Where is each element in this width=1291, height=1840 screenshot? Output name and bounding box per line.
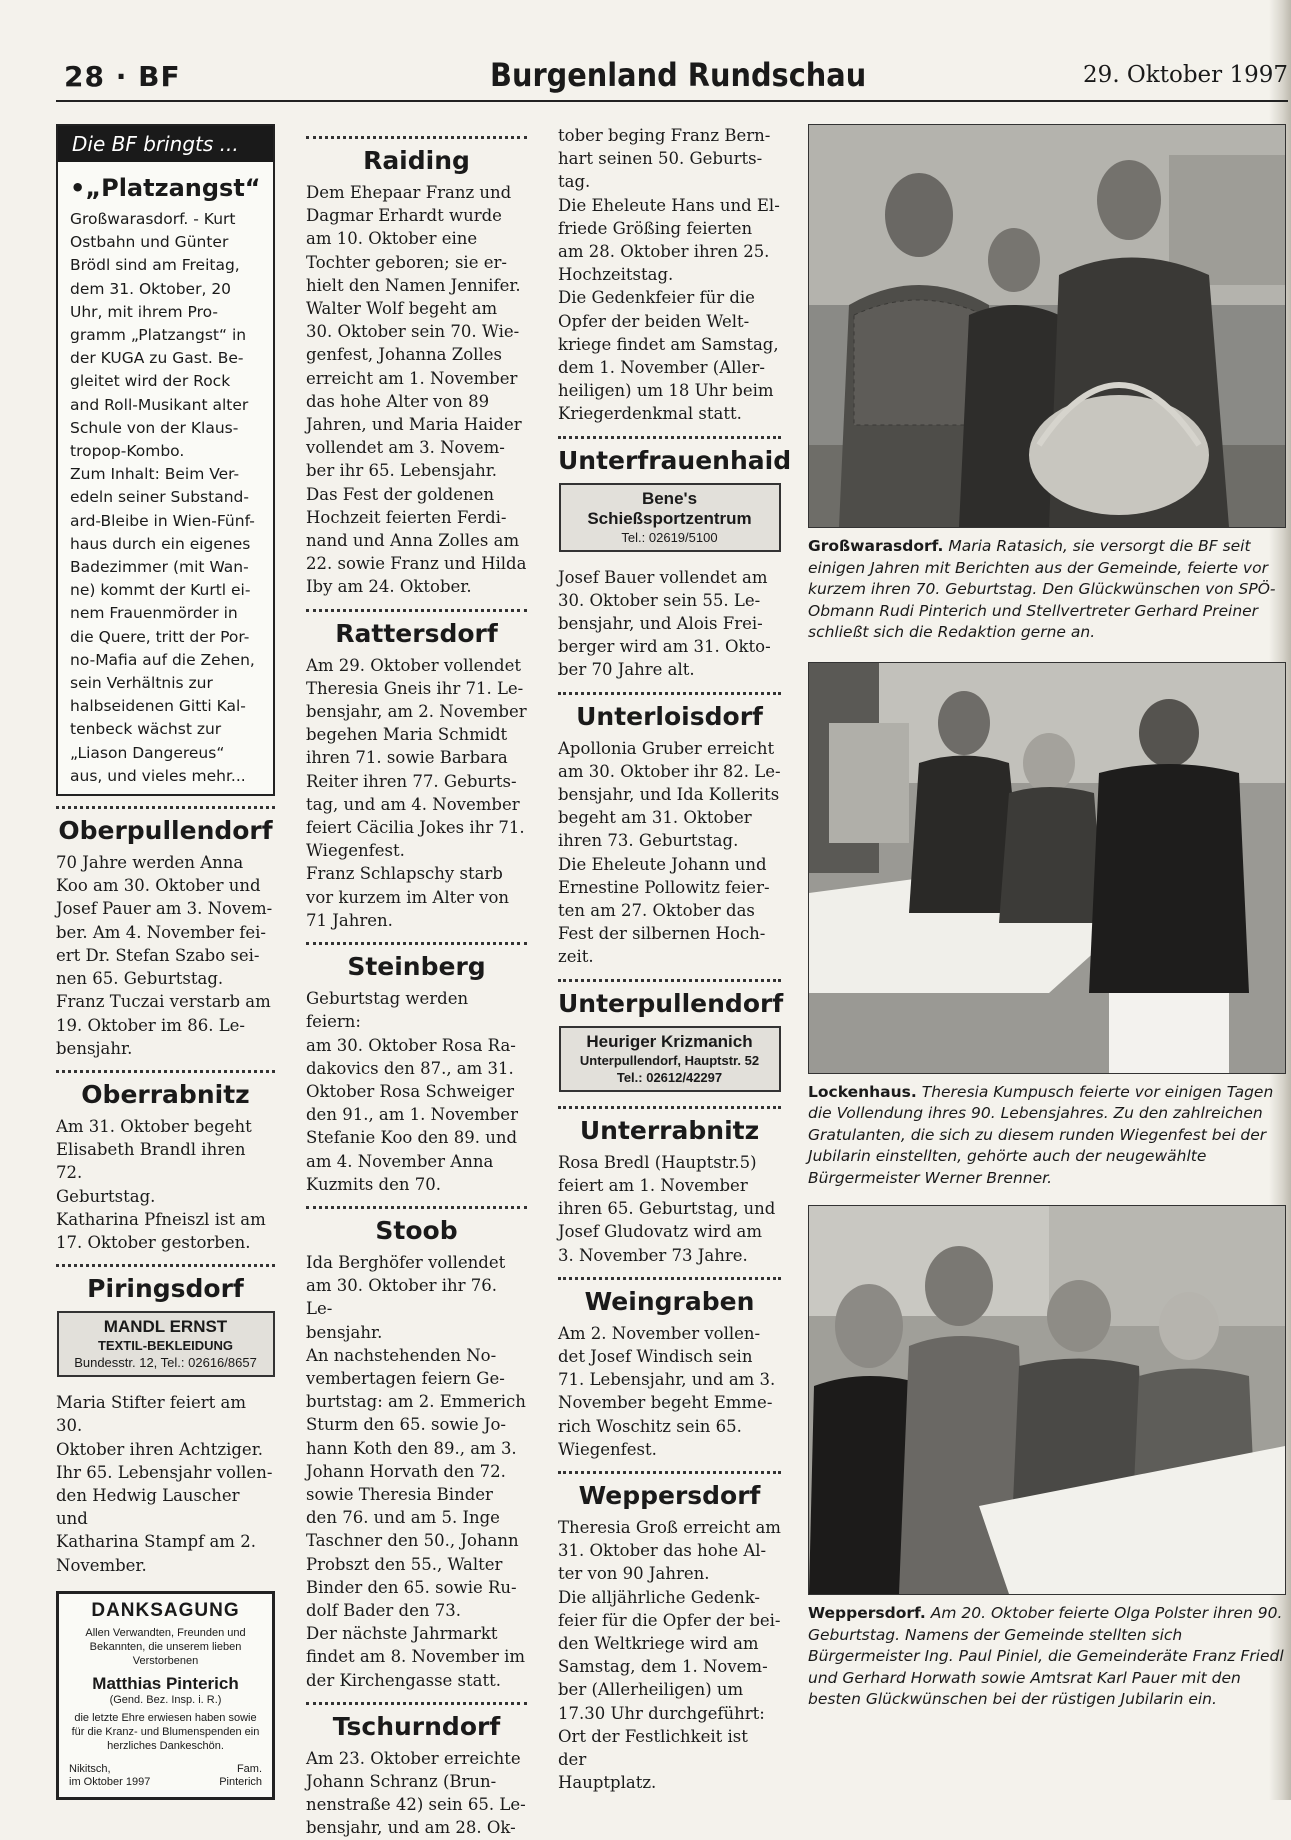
bf-bringts-bar: Die BF bringts ...: [58, 126, 273, 162]
column-2: [306, 124, 527, 1840]
danksagung-text: die letzte Ehre erwiesen haben sowie für die Kranz- und Blumenspenden ein herzliches Dankeschön.: [71, 1711, 260, 1752]
column-3: [558, 124, 792, 1794]
section-text-piringsdorf: Maria Stifter feiert am 30. Oktober ihren Achtziger. Ihr 65. Lebensjahr vollen- den Hedwig Lauscher und Katharina Stampf am 2. November.: [56, 1393, 273, 1575]
section-title-rattersdorf: Rattersdorf: [335, 618, 498, 648]
danksagung-intro: Allen Verwandten, Freunden und Bekannten, die unserem lieben Verstorbenen: [85, 1626, 246, 1667]
dotted-divider: [558, 979, 781, 982]
column-1: [56, 124, 275, 1800]
ad-heuriger-line3: Tel.: 02612/42297: [616, 1069, 723, 1085]
section-title-oberrabnitz: Oberrabnitz: [81, 1079, 250, 1109]
caption-lockenhaus: [808, 1082, 1284, 1190]
dotted-divider: [306, 1206, 527, 1209]
page-number: 28 · BF: [64, 60, 181, 93]
section-text-tschurndorf-continued: tober beging Franz Bern- hart seinen 50. Geburts- tag. Die Eheleute Hans und El- friede Größing feierten am 28. Oktober ihren 25. Hochzeitstag. Die Gedenkfeier für die Opfer der beiden Welt- kriege findet am Samstag, dem 1. November (Aller- heiligen) um 18 Uhr beim Kriegerdenkmal statt.: [558, 126, 780, 424]
danksagung-title: DANKSAGUNG: [91, 1599, 240, 1621]
caption-place-grosswarasdorf: Großwarasdorf.: [808, 537, 944, 555]
newspaper-title: Burgenland Rundschau: [490, 56, 867, 94]
bf-headline: •„Platzangst“: [70, 174, 261, 202]
danksagung-role: (Gend. Bez. Insp. i. R.): [109, 1693, 222, 1706]
section-text-weingraben: Am 2. November vollen- det Josef Windisch sein 71. Lebensjahr, und am 3. November begeht Emme- rich Woschitz sein 65. Wiegenfest.: [558, 1323, 776, 1459]
section-title-unterpullendorf: Unterpullendorf: [558, 988, 784, 1018]
caption-weppersdorf: [808, 1603, 1284, 1711]
bf-bringts-box: [56, 124, 275, 796]
section-text-oberpullendorf: 70 Jahre werden Anna Koo am 30. Oktober und Josef Pauer am 3. Novem- ber. Am 4. November fei- ert Dr. Stefan Szabo sei- nen 65. Geburtstag. Franz Tuczai verstarb am 19. Oktober im 86. Le- bensjahr.: [56, 853, 273, 1058]
ad-mandl-line1: MANDL ERNST: [103, 1317, 228, 1337]
photo-lockenhaus: [808, 662, 1286, 1074]
dotted-divider: [56, 1070, 275, 1073]
dotted-divider: [558, 1471, 781, 1474]
ad-mandl-ernst: [57, 1311, 275, 1377]
issue-date: 29. Oktober 1997: [1083, 62, 1288, 88]
section-title-piringsdorf: Piringsdorf: [87, 1274, 244, 1304]
section-title-raiding: Raiding: [363, 146, 470, 175]
section-text-unterloisdorf: Apollonia Gruber erreicht am 30. Oktober ihr 82. Le- bensjahr, und Ida Kollerits begeht am 31. Oktober ihren 73. Geburtstag. Die Eheleute Johann und Ernestine Pollowitz feier- ten am 27. Oktober das Fest der silbernen Hoch- zeit.: [558, 738, 781, 967]
ad-bene-line3: Tel.: 02619/5100: [621, 529, 718, 545]
section-title-unterfrauenhaid: Unterfrauenhaid: [558, 445, 792, 475]
ad-heuriger-line2: Unterpullendorf, Hauptstr. 52: [579, 1052, 760, 1068]
ad-bene-line1: Bene's: [641, 488, 698, 508]
header-rule: [56, 100, 1288, 102]
bf-text: Großwarasdorf. - Kurt Ostbahn und Günter Brödl sind am Freitag, dem 31. Oktober, 20 Uhr, mit ihrem Pro- gramm „Platzangst“ in der KUGA zu Gast. Be- gleitet wird der Rock and Roll-Musikant alter Schule von der Klaus- tropop-Kombo. Zum Inhalt: Beim Ver- edeln seiner Substand- ard-Bleibe in Wien-Fünf- haus durch ein eigenes Badezimmer (mit Wan- ne) kommt der Kurtl ei- nem Frauenmörder in die Quere, tritt der Por- no-Mafia auf die Zehen, sein Verhältnis zur halbseidenen Gitti Kal- tenbeck wächst zur „Liason Dangereus“ aus, und vieles mehr...: [70, 210, 255, 785]
section-title-unterrabnitz: Unterrabnitz: [579, 1115, 760, 1145]
page-header: [56, 54, 1288, 106]
dotted-divider: [306, 1702, 527, 1705]
dotted-divider: [558, 1277, 781, 1280]
caption-grosswarasdorf: [808, 536, 1284, 644]
caption-text-lockenhaus: Theresia Kumpusch feierte vor einigen Tagen die Vollendung ihres 90. Lebensjahres. Zu den zahlreichen Gratulanten, die sich zu diesem runden Wiegenfest bei der Jubilarin einstellten, gehörte auch der neugewählte Bürgermeister Werner Brenner.: [808, 1082, 1274, 1187]
danksagung-family: Fam. Pinterich: [219, 1762, 262, 1788]
dotted-divider: [558, 1106, 781, 1109]
dotted-divider: [56, 806, 275, 809]
section-text-stoob: Ida Berghöfer vollendet am 30. Oktober ihr 76. Le- bensjahr. An nachstehenden No- vembertagen feiern Ge- burtstag: am 2. Emmerich Sturm den 65. sowie Jo- hann Koth den 89., am 3. Johann Horvath den 72. sowie Theresia Binder den 76. und am 5. Inge Taschner den 50., Johann Probszt den 55., Walter Binder den 65. sowie Ru- dolf Bader den 73. Der nächste Jahrmarkt findet am 8. November im der Kirchengasse statt.: [306, 1252, 526, 1690]
dotted-divider: [306, 942, 527, 945]
section-text-rattersdorf: Am 29. Oktober vollendet Theresia Gneis ihr 71. Le- bensjahr, am 2. November begehen Maria Schmidt ihren 71. sowie Barbara Reiter ihren 77. Geburts- tag, und am 4. November feiert Cäcilia Jokes ihr 71. Wiegenfest. Franz Schlapschy starb vor kurzem im Alter von 71 Jahren.: [306, 655, 527, 930]
section-text-unterrabnitz: Rosa Bredl (Hauptstr.5) feiert am 1. November ihren 65. Geburtstag, und Josef Gludovatz wird am 3. November 73 Jahre.: [558, 1152, 776, 1265]
photo-grosswarasdorf: [808, 124, 1286, 528]
dotted-divider: [558, 436, 781, 439]
caption-text-grosswarasdorf: Maria Ratasich, sie versorgt die BF seit einigen Jahren mit Berichten aus der Gemeinde, feierte vor kurzem ihren 70. Geburtstag. Den Glückwünschen von SPÖ-Obmann Rudi Pinterich und Stellvertreter Gerhard Preiner schließt sich die Redaktion gerne an.: [808, 537, 1276, 641]
danksagung-name: Matthias Pinterich: [92, 1673, 239, 1693]
ad-heuriger-krizmanich: [559, 1026, 781, 1092]
section-text-steinberg: Geburtstag werden feiern: am 30. Oktober Rosa Ra- dakovics den 87., am 31. Oktober Rosa Schweiger den 91., am 1. November Stefanie Koo den 89. und am 4. November Anna Kuzmits den 70.: [306, 989, 518, 1194]
section-title-unterloisdorf: Unterloisdorf: [576, 701, 763, 731]
section-title-weingraben: Weingraben: [584, 1286, 755, 1316]
section-title-steinberg: Steinberg: [347, 952, 486, 982]
section-title-weppersdorf: Weppersdorf: [578, 1480, 761, 1510]
caption-text-weppersdorf: Am 20. Oktober feierte Olga Polster ihren 90. Geburtstag. Namens der Gemeinde stellten sich Bürgermeister Ing. Paul Piniel, die Gemeinderäte Franz Friedl und Gerhard Horwath sowie Amtsrat Karl Pauer mit den besten Glückwünschen bei der rüstigen Jubilarin ein.: [808, 1604, 1284, 1708]
dotted-divider: [306, 136, 527, 139]
section-text-unterfrauenhaid: Josef Bauer vollendet am 30. Oktober sein 55. Le- bensjahr, und Alois Frei- berger wird am 31. Okto- ber 70 Jahre alt.: [558, 567, 771, 680]
caption-place-lockenhaus: Lockenhaus.: [808, 1082, 917, 1101]
ad-benes-schiesssportzentrum: [559, 483, 781, 552]
danksagung-place: Nikitsch, im Oktober 1997: [69, 1762, 151, 1788]
section-title-tschurndorf: Tschurndorf: [332, 1711, 501, 1741]
section-text-tschurndorf: Am 23. Oktober erreichte Johann Schranz (Brun- nenstraße 42) sein 65. Le- bensjahr, und am 28. Ok-: [306, 1748, 526, 1838]
section-title-stoob: Stoob: [375, 1215, 458, 1245]
caption-place-weppersdorf: Weppersdorf.: [808, 1604, 926, 1622]
dotted-divider: [56, 1264, 275, 1267]
ad-mandl-line3: Bundesstr. 12, Tel.: 02616/8657: [74, 1355, 257, 1371]
section-text-oberrabnitz: Am 31. Oktober begeht Elisabeth Brandl ihren 72. Geburtstag. Katharina Pfneiszl ist am 17. Oktober gestorben.: [56, 1116, 266, 1252]
danksagung-signature: [69, 1763, 262, 1789]
section-text-raiding: Dem Ehepaar Franz und Dagmar Erhardt wurde am 10. Oktober eine Tochter geboren; sie er- hielt den Namen Jennifer. Walter Wolf begeht am 30. Oktober sein 70. Wie- genfest, Johanna Zolles erreicht am 1. November das hohe Alter von 89 Jahren, und Maria Haider vollendet am 3. Novem- ber ihr 65. Lebensjahr. Das Fest der goldenen Hochzeit feierten Ferdi- nand und Anna Zolles am 22. sowie Franz und Hilda Iby am 24. Oktober.: [306, 183, 527, 597]
section-title-oberpullendorf: Oberpullendorf: [58, 816, 273, 846]
danksagung-notice: [56, 1591, 275, 1800]
section-text-weppersdorf: Theresia Groß erreicht am 31. Oktober das hohe Al- ter von 90 Jahren. Die alljährliche Gedenk- feier für die Opfer der bei- den Weltkriege wird am Samstag, dem 1. Novem- ber (Allerheiligen) um 17.30 Uhr durchgeführt: Ort der Festlichkeit ist der Hauptplatz.: [558, 1517, 781, 1793]
ad-bene-line2: Schießsportzentrum: [587, 508, 752, 528]
ad-heuriger-line1: Heuriger Krizmanich: [586, 1031, 753, 1051]
photo-weppersdorf: [808, 1205, 1286, 1595]
dotted-divider: [306, 609, 527, 612]
column-4-photos: [808, 124, 1288, 1711]
ad-mandl-line2: TEXTIL-BEKLEIDUNG: [97, 1338, 234, 1354]
dotted-divider: [558, 692, 781, 695]
